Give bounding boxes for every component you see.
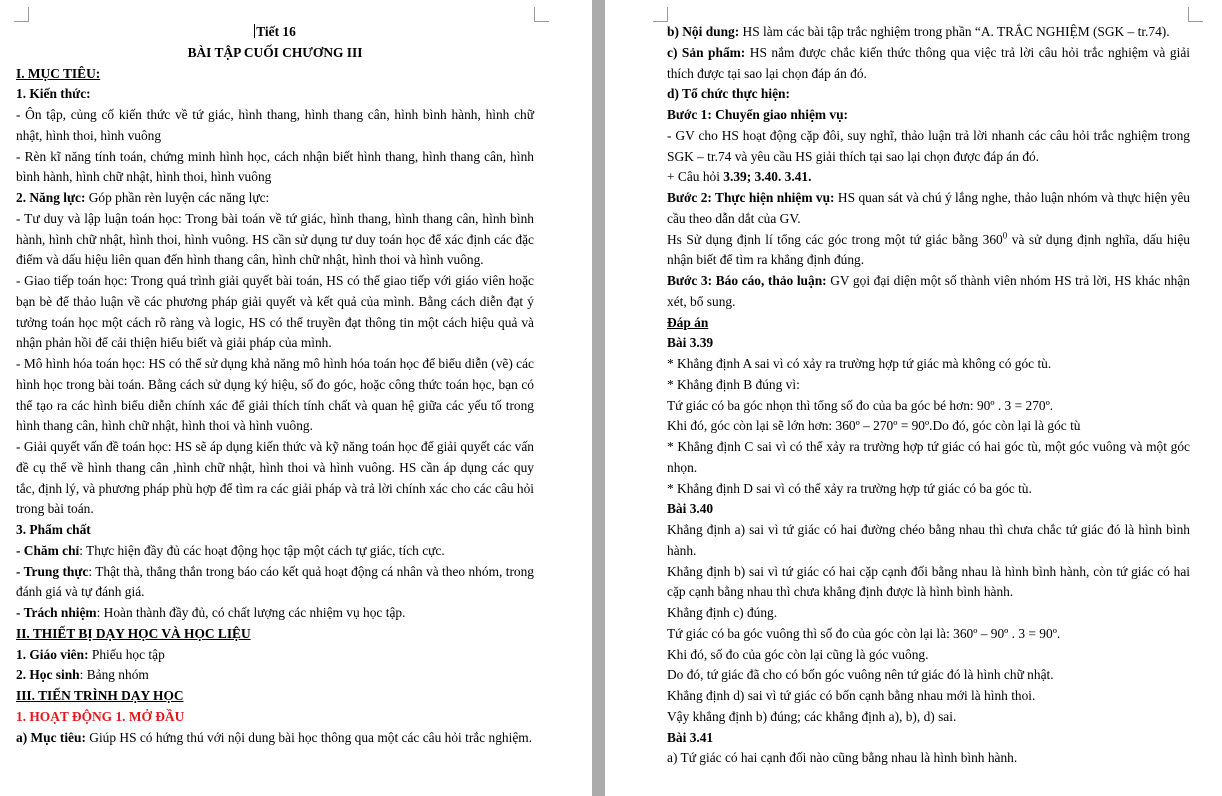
paragraph: Khi đó, góc còn lại sẽ lớn hơn: 360º – 270º = 90º.Do đó, góc còn lại là góc tù [667, 418, 1081, 434]
paragraph: 2. Năng lực: Góp phần rèn luyện các năng lực: [16, 190, 270, 205]
paragraph: 1. Giáo viên: Phiếu học tập [16, 646, 165, 662]
margin-corner-mark [653, 7, 668, 22]
subsection-heading: 1. Kiến thức: [16, 86, 91, 102]
paragraph: Khẳng định c) đúng. [667, 605, 778, 620]
subsection-heading: d) Tổ chức thực hiện: [667, 86, 790, 102]
paragraph: * Khẳng định B đúng vì: [667, 376, 800, 392]
paragraph: a) Mục tiêu: Giúp HS có hứng thú với nội dung bài học thông qua một các câu hỏi trắc nghiệm. [16, 729, 533, 745]
activity-heading: 1. HOẠT ĐỘNG 1. MỞ ĐẦU [16, 708, 185, 724]
paragraph: + Câu hỏi 3.39; 3.40. 3.41. [667, 169, 812, 185]
step-heading: Bước 1: Chuyển giao nhiệm vụ: [667, 107, 848, 122]
paragraph: Khẳng định b) sai vì tứ giác có hai cặp cạnh đối bằng nhau là hình bình hành, còn tứ giác có hai cặp cạnh bằng nhau thì chưa khẳng định được là hình bình hành. [667, 563, 1190, 600]
paragraph: - GV cho HS hoạt động cặp đôi, suy nghĩ, thảo luận trả lời nhanh các câu hỏi trắc nghiệm trong SGK – tr.74 và yêu cầu HS giải thích tại sao lại chọn được đáp án đó. [667, 127, 1190, 164]
paragraph: 2. Học sinh: Bảng nhóm [16, 667, 149, 683]
paragraph: - Giao tiếp toán học: Trong quá trình giải quyết bài toán, HS có thể giao tiếp với giáo viên hoặc bạn bè để thảo luận về các phương pháp giải quyết và kết quả của mình. Bằng cách diễn đạt ý tưởng toán học một cách rõ ràng và logic, HS có thể truyền đạt thông tin một cách hiệu quả và nhận phản hồi để cải thiện hiểu biết và giải pháp của mình. [16, 273, 534, 351]
paragraph: b) Nội dung: HS làm các bài tập trắc nghiệm trong phần “A. TRẮC NGHIỆM (SGK – tr.74). [667, 24, 1170, 39]
paragraph: - Trung thực: Thật thà, thẳng thắn trong báo cáo kết quả hoạt động cá nhân và theo nhóm, trong đánh giá và tự đánh giá. [16, 563, 534, 600]
paragraph: Do đó, tứ giác đã cho có bốn góc vuông nên tứ giác đó là hình chữ nhật. [667, 667, 1054, 683]
document-page-right [605, 0, 1222, 796]
margin-corner-mark [14, 7, 29, 22]
paragraph: Bước 2: Thực hiện nhiệm vụ: HS quan sát và chú ý lắng nghe, thảo luận nhóm và thực hiện yêu cầu theo dẫn dắt của GV. [667, 190, 1190, 226]
paragraph: - Mô hình hóa toán học: HS có thể sử dụng khả năng mô hình hóa toán học để biểu diễn (vẽ) các hình học trong bài toán. Bằng cách sử dụng ký hiệu, số đo góc, hoặc công thức toán học, bạn có thể tạo ra các hình biểu diễn chính xác để giải thích tính chất và quan hệ giữa các yếu tố trong hình thang cân, hình chữ nhật, hình thoi và hình vuông. [16, 356, 534, 434]
paragraph: Bước 3: Báo cáo, thảo luận: GV gọi đại diện một số thành viên nhóm HS trả lời, HS khác nhận xét, bổ sung. [667, 273, 1190, 309]
paragraph: * Khẳng định D sai vì có thể xảy ra trường hợp tứ giác có ba góc tù. [667, 480, 1032, 496]
page-right-content[interactable] [667, 22, 1190, 769]
paragraph: Vậy khẳng định b) đúng; các khẳng định a), b), d) sai. [667, 708, 957, 724]
paragraph: - Chăm chỉ: Thực hiện đầy đủ các hoạt động học tập một cách tự giác, tích cực. [16, 542, 445, 558]
paragraph: - Ôn tập, củng cố kiến thức về tứ giác, hình thang, hình thang cân, hình bình hành, hình chữ nhật, hình thoi, hình vuông [16, 107, 534, 143]
lesson-number: Tiết 16 [256, 24, 296, 39]
paragraph: * Khẳng định C sai vì có thể xảy ra trường hợp tứ giác có hai góc tù, một góc vuông và một góc nhọn. [667, 439, 1190, 475]
exercise-heading: Bài 3.40 [667, 501, 714, 517]
paragraph: Hs Sử dụng định lí tổng các góc trong một tứ giác bằng $360^0$ và sử dụng định nghĩa, dấu hiệu nhận biết để tìm ra khẳng định đúng. [667, 230, 1190, 268]
page-left-content[interactable] [16, 22, 534, 748]
paragraph: Tứ giác có ba góc nhọn thì tổng số đo của ba góc bé hơn: 90º . 3 = 270º. [667, 397, 1054, 413]
paragraph: * Khẳng định A sai vì có xảy ra trường hợp tứ giác mà không có góc tù. [667, 356, 1052, 371]
paragraph: Khẳng định d) sai vì tứ giác có bốn cạnh bằng nhau mới là hình thoi. [667, 688, 1036, 703]
paragraph: Khẳng định a) sai vì tứ giác có hai đường chéo bằng nhau thì chưa chắc tứ giác đó là hình bình hành. [667, 522, 1190, 558]
paragraph: - Giải quyết vấn đề toán học: HS sẽ áp dụng kiến thức và kỹ năng toán học để giải quyết các vấn đề cụ thể về hình thang cân ,hình chữ nhật, hình thoi và hình vuông. HS cần áp dụng các quy tắc, định lý, và phương pháp phù hợp để tìm ra các giải pháp và trả lời chính xác cho các câu hỏi trong bài toán. [16, 439, 534, 517]
exercise-heading: Bài 3.39 [667, 335, 714, 351]
lesson-title: BÀI TẬP CUỐI CHƯƠNG III [187, 44, 363, 60]
paragraph: c) Sản phẩm: HS nắm được chắc kiến thức thông qua việc trả lời câu hỏi trắc nghiệm và giải thích được tại sao lại chọn đáp án đó. [667, 44, 1190, 81]
margin-corner-mark [1188, 7, 1203, 22]
paragraph: - Rèn kĩ năng tính toán, chứng minh hình học, cách nhận biết hình thang, hình thang cân, hình bình hành, hình chữ nhật, hình thoi, hình vuông [16, 148, 534, 185]
section-heading: II. THIẾT BỊ DẠY HỌC VÀ HỌC LIỆU [16, 625, 251, 641]
section-heading: III. TIẾN TRÌNH DẠY HỌC [16, 688, 184, 703]
section-heading: I. MỤC TIÊU: [16, 65, 101, 81]
paragraph: Khi đó, số đo của góc còn lại cũng là góc vuông. [667, 646, 929, 662]
paragraph: - Tư duy và lập luận toán học: Trong bài toán về tứ giác, hình thang, hình thang cân, hình bình hành, hình chữ nhật, hình thoi, hình vuông. HS cần sử dụng tư duy toán học để xác định các đặc điểm và dấu hiệu liên quan đến hình thang cân, hình chữ nhật, hình thoi và hình vuông. [16, 210, 534, 268]
paragraph: Tứ giác có ba góc vuông thì số đo của góc còn lại là: 360º – 90º . 3 = 90º. [667, 625, 1061, 641]
answer-heading: Đáp án [667, 314, 709, 330]
paragraph: a) Tứ giác có hai cạnh đối nào cũng bằng nhau là hình bình hành. [667, 750, 1018, 766]
exercise-heading: Bài 3.41 [667, 729, 714, 745]
document-page-left [0, 0, 592, 796]
margin-corner-mark [534, 7, 549, 22]
subsection-heading: 3. Phẩm chất [16, 522, 91, 537]
paragraph: - Trách nhiệm: Hoàn thành đầy đủ, có chất lượng các nhiệm vụ học tập. [16, 605, 406, 620]
